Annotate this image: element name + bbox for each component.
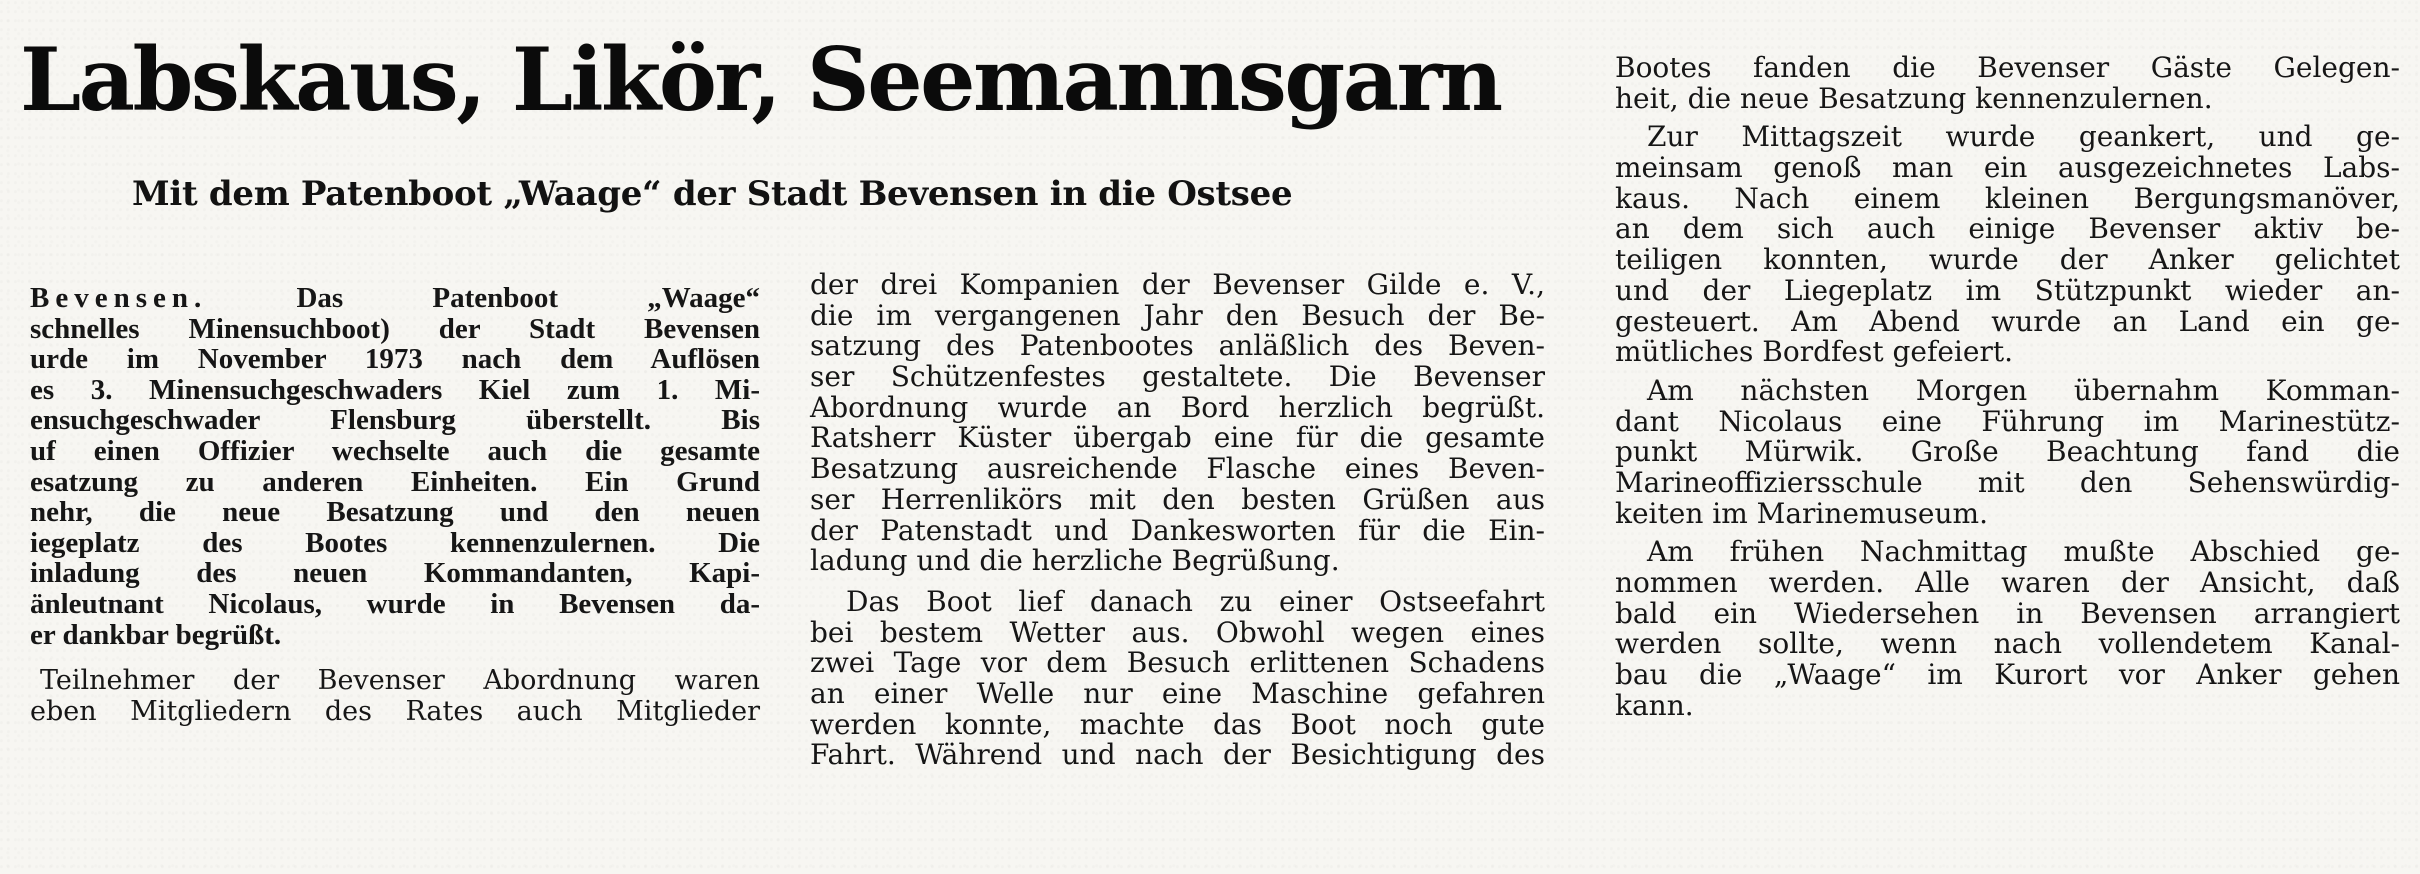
text-line: Ratsherr Küster übergab eine für die gesamte (810, 421, 1545, 455)
text-line: bau die „Waage“ im Kurort vor Anker gehen (1615, 658, 2400, 692)
text-line: Bootes fanden die Bevenser Gäste Gelegen- (1615, 51, 2400, 84)
article-column-2 (810, 270, 1545, 771)
text-line: Am nächsten Morgen übernahm Komman- (1647, 373, 2400, 407)
text-line: Bevensen. Das Patenboot „Waage“ (30, 282, 760, 314)
text-line: gesteuert. Am Abend wurde an Land ein ge- (1615, 304, 2400, 338)
text-line: kann. (1615, 688, 1694, 722)
text-line: satzung des Patenbootes anläßlich des Beven- (810, 329, 1545, 363)
text-line: es 3. Minensuchgeschwaders Kiel zum 1. Mi- (30, 373, 760, 406)
text-line: eben Mitgliedern des Rates auch Mitglieder (30, 695, 760, 727)
text-line: heit, die neue Besatzung kennenzulernen. (1615, 81, 2213, 115)
text-line: der drei Kompanien der Bevenser Gilde e. V., (810, 268, 1545, 301)
text-line: ladung und die herzliche Begrüßung. (810, 544, 1340, 578)
text-line: nommen werden. Alle waren der Ansicht, daß (1615, 566, 2400, 599)
text-line: Besatzung ausreichende Flasche eines Beven- (810, 452, 1545, 486)
text-line: zwei Tage vor dem Besuch erlittenen Schadens (810, 646, 1545, 680)
text-line: urde im November 1973 nach dem Auflösen (30, 343, 760, 376)
text-line: werden sollte, wenn nach vollendetem Kanal- (1615, 627, 2400, 661)
text-line: Zur Mittagszeit wurde geankert, und ge- (1647, 120, 2400, 154)
text-line: meinsam genoß man ein ausgezeichnetes Labs- (1615, 151, 2400, 185)
text-line: mütliches Bordfest gefeiert. (1615, 335, 2013, 369)
text-line: uf einen Offizier wechselte auch die gesamte (30, 434, 760, 467)
text-line: werden konnte, machte das Boot noch gute (810, 707, 1545, 741)
text-line: ser Herrenlikörs mit den besten Grüßen aus (810, 482, 1545, 516)
text-line: ensuchgeschwader Flensburg überstellt. Bis (30, 404, 760, 437)
text-line: teiligen konnten, wurde der Anker gelichtet (1615, 243, 2400, 277)
text-line: schnelles Minensuchboot) der Stadt Bevensen (30, 312, 760, 345)
text-line: inladung des neuen Kommandanten, Kapi- (30, 557, 760, 590)
text-line: punkt Mürwik. Große Beachtung fand die (1615, 435, 2400, 469)
dateline: Bevensen. (30, 282, 208, 314)
text-line: Marineoffiziersschule mit den Sehenswürdig- (1615, 465, 2400, 499)
text-line: an einer Welle nur eine Maschine gefahren (810, 676, 1545, 710)
text-line: keiten im Marinemuseum. (1615, 496, 1988, 530)
text-line: dant Nicolaus eine Führung im Marinestütz- (1615, 404, 2400, 438)
text-line: an dem sich auch einige Bevenser aktiv be- (1615, 212, 2400, 246)
text-line: änleutnant Nicolaus, wurde in Bevensen da- (30, 587, 760, 620)
text-line: Am frühen Nachmittag mußte Abschied ge- (1647, 535, 2400, 569)
text-line: bei bestem Wetter aus. Obwohl wegen eines (810, 615, 1545, 649)
headline: Labskaus, Likör, Seemannsgarn (20, 28, 1501, 131)
text-line: ser Schützenfestes gestaltete. Die Bevenser (810, 360, 1545, 394)
text-line: Teilnehmer der Bevenser Abordnung waren (40, 665, 760, 697)
text-line: iegeplatz des Bootes kennenzulernen. Die (30, 526, 760, 559)
text-line: Abordnung wurde an Bord herzlich begrüßt. (810, 390, 1545, 424)
text-line: nehr, die neue Besatzung und den neuen (30, 496, 760, 529)
text-line: bald ein Wiedersehen in Bevensen arrangiert (1615, 596, 2400, 630)
text-line: und der Liegeplatz im Stützpunkt wieder an- (1615, 273, 2400, 307)
text-line: esatzung zu anderen Einheiten. Ein Grund (30, 465, 760, 498)
text-line: er dankbar begrüßt. (30, 618, 282, 651)
subheadline: Mit dem Patenboot „Waage“ der Stadt Bevensen in die Ostsee (132, 174, 1293, 214)
text-line: die im vergangenen Jahr den Besuch der Be- (810, 298, 1545, 332)
article-column-1 (30, 283, 760, 727)
article-column-3 (1615, 53, 2400, 721)
text-line: Das Boot lief danach zu einer Ostseefahrt (846, 584, 1545, 618)
text-line: Fahrt. Während und nach der Besichtigung des (810, 738, 1545, 772)
text-line: kaus. Nach einem kleinen Bergungsmanöver, (1615, 181, 2400, 215)
text-line: der Patenstadt und Dankesworten für die Ein- (810, 513, 1545, 547)
